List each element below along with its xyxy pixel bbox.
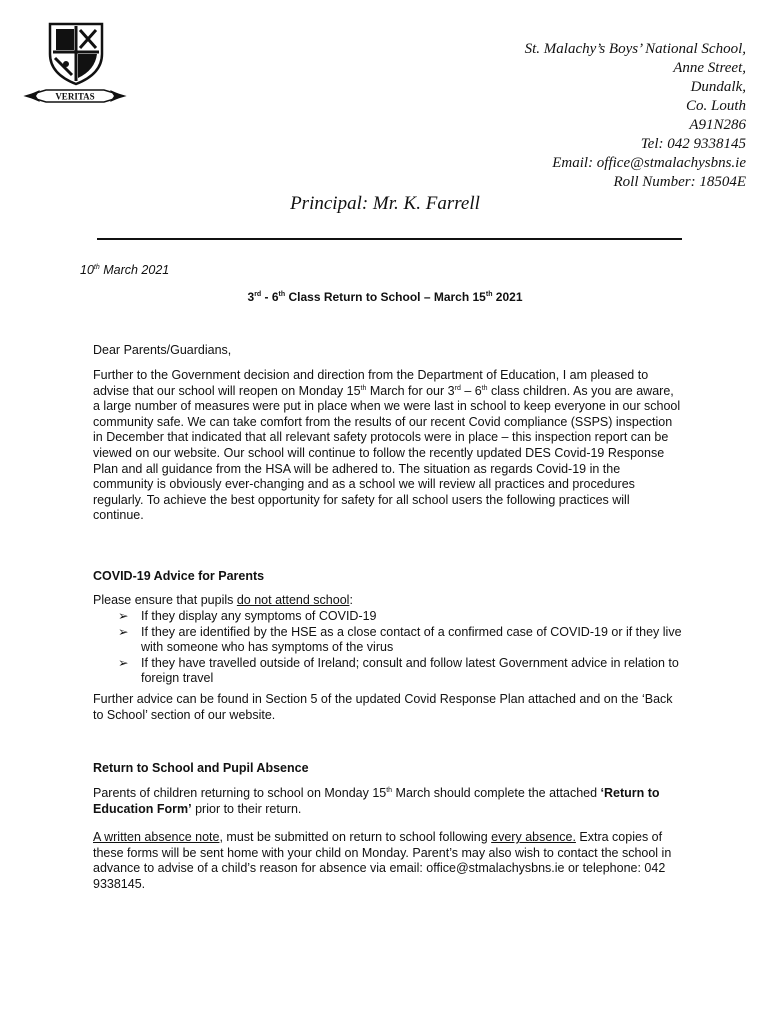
list-item: ➢ If they display any symptoms of COVID-19 <box>118 609 377 623</box>
letter-heading: 3rd - 6th Class Return to School – March 15th 2021 <box>247 290 523 304</box>
list-item: ➢ If they are identified by the HSE as a close contact of a confirmed case of COVID-19 or if they live with someone who has symptoms of the virus <box>118 624 682 655</box>
covid-bullet-list <box>118 609 683 687</box>
address-line: Dundalk, <box>690 79 746 95</box>
letter-date: 10th March 2021 <box>80 263 170 277</box>
list-item: ➢ If they have travelled outside of Ireland; consult and follow latest Government advice in relation to foreign travel <box>118 655 679 686</box>
return-section-title: Return to School and Pupil Absence <box>93 761 309 775</box>
return-form-paragraph: Parents of children returning to school on Monday 15th March should complete the attached ‘Return to Education Form’ prior to their return. <box>93 786 660 816</box>
address-telephone: Tel: 042 9338145 <box>640 136 746 152</box>
school-crest-logo <box>22 20 128 112</box>
ensure-line: Please ensure that pupils do not attend school: <box>93 593 353 607</box>
arrow-bullet-icon: ➢ <box>118 655 129 670</box>
arrow-bullet-icon: ➢ <box>118 624 129 639</box>
address-line: St. Malachy’s Boys’ National School, <box>524 41 746 57</box>
letterhead-divider <box>97 238 682 240</box>
address-roll-number: Roll Number: 18504E <box>613 174 746 190</box>
arrow-bullet-icon: ➢ <box>118 609 129 623</box>
absence-note-paragraph: A written absence note, must be submitted on return to school following every absence. Extra copies of these forms will be sent home with your child on Monday. Parent’s may also wish to contact the school in advance to advise of a child’s reason for absence via email: office@stmalachysbns.ie or telephone: 042 9338145. <box>93 830 672 891</box>
principal-name: Principal: Mr. K. Farrell <box>290 193 480 214</box>
address-line: A91N286 <box>689 117 746 133</box>
covid-advice-title: COVID-19 Advice for Parents <box>93 569 265 583</box>
intro-paragraph: Further to the Government decision and direction from the Department of Education, I am pleased to advise that our school will reopen on Monday 15th March for our 3rd – 6th class children. As you are aware, a large number of measures were put in place when we were last in school to keep everyone in our school community safe. We can take comfort from the results of our recent Covid compliance (SSPS) inspection in December that indicated that all relevant safety protocols were in place – this inspection report can be viewed on our website. Our school will continue to follow the recently updated DES Covid-19 Response Plan and all guidance from the HSA will be adhered to. The situation as regards Covid-19 in the community is obviously ever-changing and as a school we will review all practices and procedures regularly. To achieve the best opportunity for safety for all school users the following practices will continue. <box>93 368 681 523</box>
school-address <box>525 40 746 192</box>
address-line: Co. Louth <box>685 98 746 114</box>
address-email: Email: office@stmalachysbns.ie <box>552 155 746 171</box>
further-advice: Further advice can be found in Section 5 of the updated Covid Response Plan attached and on the ‘Back to School’ section of our website. <box>93 692 673 722</box>
salutation: Dear Parents/Guardians, <box>93 343 232 357</box>
address-line: Anne Street, <box>673 60 746 76</box>
crest-motto: VERITAS <box>55 91 95 102</box>
